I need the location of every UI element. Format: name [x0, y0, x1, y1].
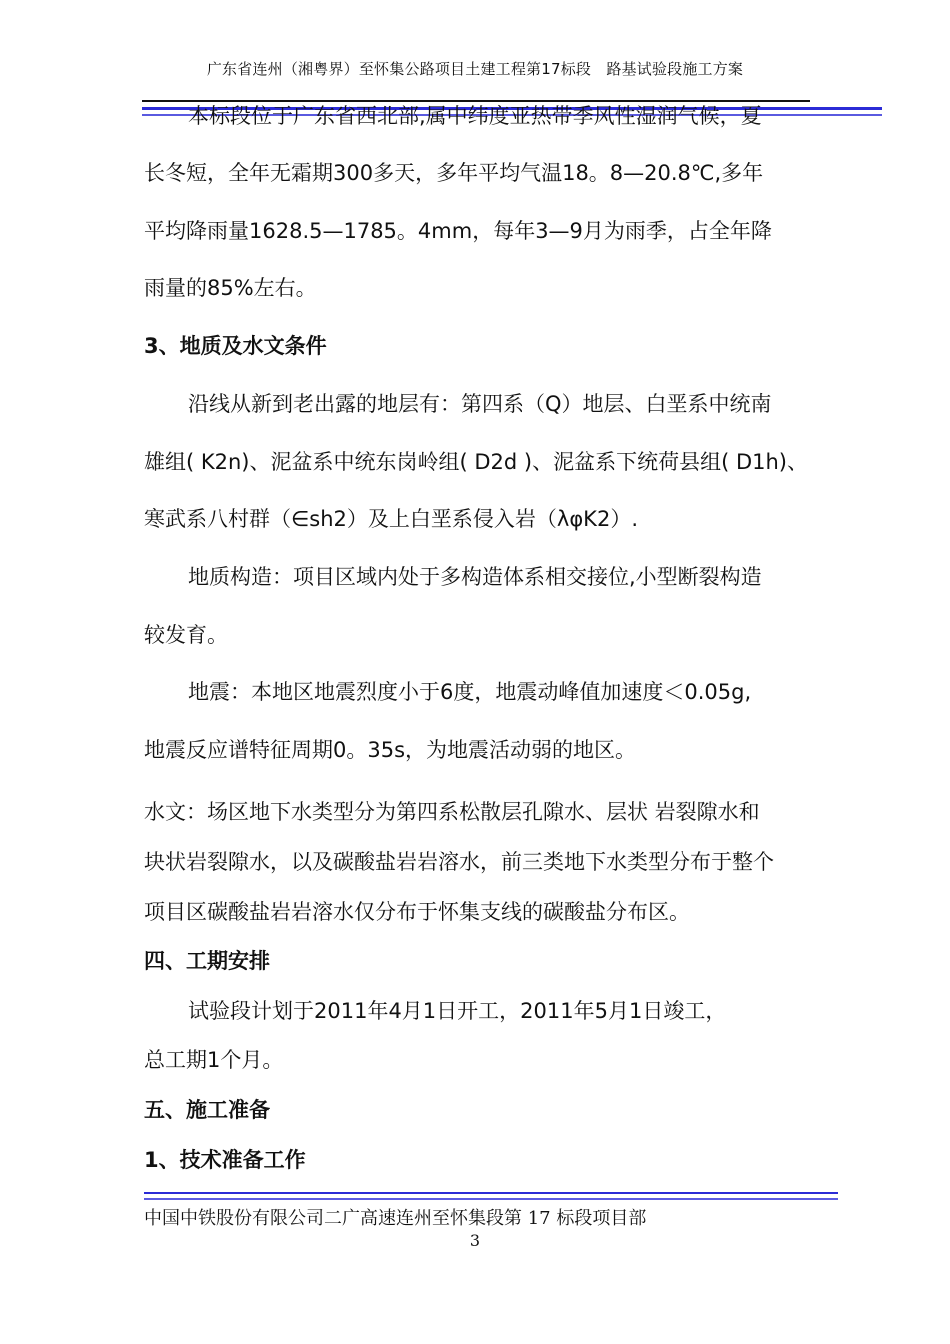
paragraph-line: 地震：本地区地震烈度小于6度，地震动峰值加速度＜0.05g, [188, 680, 752, 704]
paragraph-line: 地质构造：项目区域内处于多构造体系相交接位,小型断裂构造 [188, 565, 762, 589]
paragraph-line: 地震反应谱特征周期0。35s，为地震活动弱的地区。 [144, 738, 637, 762]
paragraph-line: 雨量的85%左右。 [144, 276, 317, 300]
paragraph-line: 较发育。 [144, 623, 228, 647]
page-number: 3 [469, 1231, 481, 1250]
paragraph-line: 长冬短，全年无霜期300多天，多年平均气温18。8—20.8℃,多年 [144, 161, 764, 185]
paragraph-line: 沿线从新到老出露的地层有：第四系（Q）地层、白垩系中统南 [188, 392, 772, 416]
running-header: 广东省连州（湘粤界）至怀集公路项目土建工程第17标段 路基试验段施工方案 [206, 60, 744, 78]
paragraph-line: 项目区碳酸盐岩岩溶水仅分布于怀集支线的碳酸盐分布区。 [144, 900, 690, 924]
paragraph-line: 雄组( K2n)、泥盆系中统东岗岭组( D2d )、泥盆系下统荷县组( D1h)、 [144, 450, 808, 474]
section-heading: 四、工期安排 [144, 949, 270, 973]
section-heading: 五、施工准备 [144, 1098, 270, 1122]
paragraph-line: 寒武系八村群（∈sh2）及上白垩系侵入岩（λφK2）. [144, 507, 638, 531]
paragraph-line: 块状岩裂隙水，以及碳酸盐岩岩溶水，前三类地下水类型分布于整个 [144, 850, 774, 874]
footer-rule-blue-1 [144, 1192, 838, 1194]
footer-rule-blue-2 [144, 1198, 838, 1200]
paragraph-line: 试验段计划于2011年4月1日开工，2011年5月1日竣工， [188, 999, 727, 1023]
paragraph-line: 水文：场区地下水类型分为第四系松散层孔隙水、层状 岩裂隙水和 [144, 800, 760, 824]
paragraph-line: 平均降雨量1628.5—1785。4mm，每年3—9月为雨季，占全年降 [144, 219, 772, 243]
footer-organization: 中国中铁股份有限公司二广高速连州至怀集段第 17 标段项目部 [144, 1208, 647, 1229]
section-heading: 3、地质及水文条件 [144, 334, 327, 358]
paragraph-line: 本标段位于广东省西北部,属中纬度亚热带季风性湿润气候，夏 [188, 104, 762, 128]
paragraph-line: 总工期1个月。 [144, 1048, 284, 1072]
section-heading: 1、技术准备工作 [144, 1148, 306, 1172]
